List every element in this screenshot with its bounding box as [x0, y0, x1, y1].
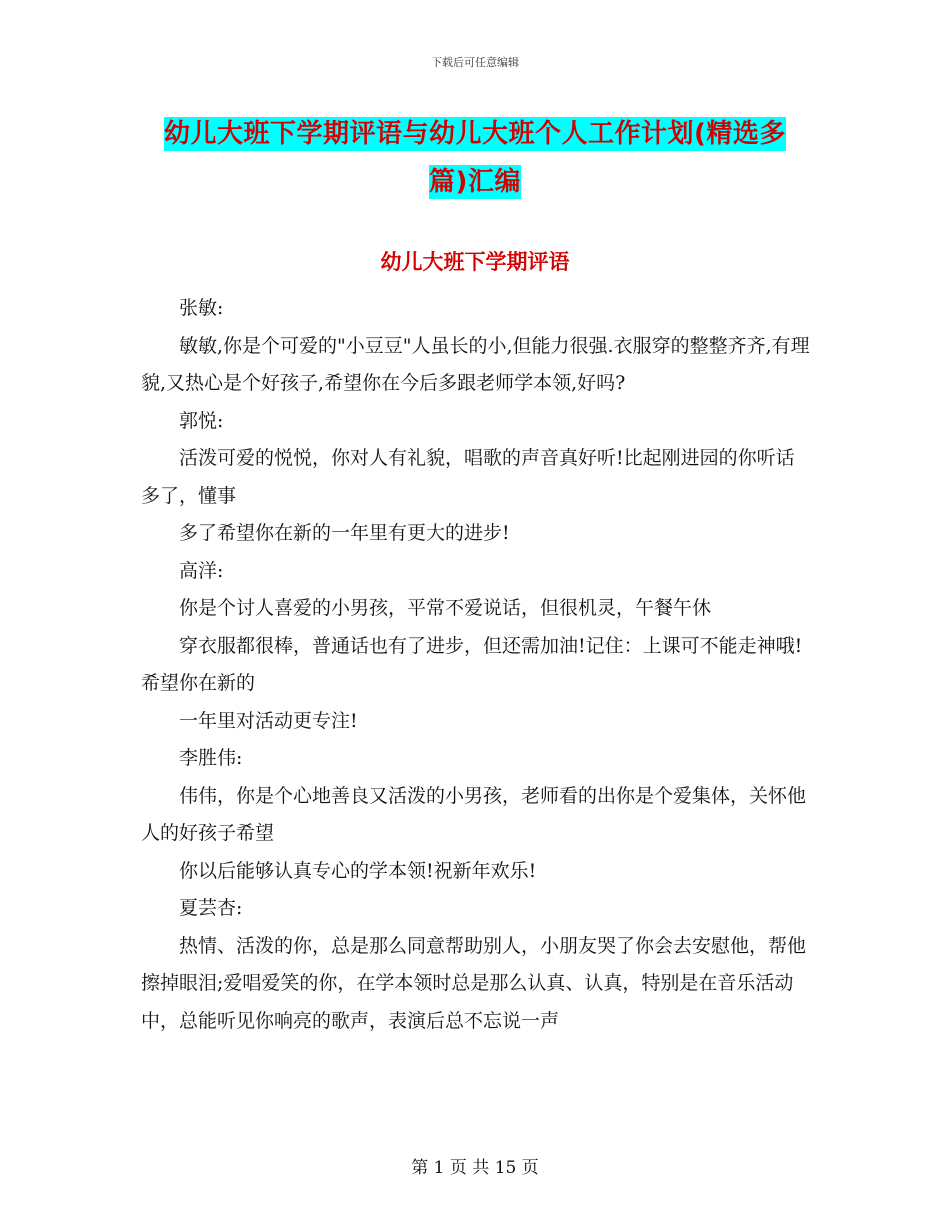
title-line-2: 篇)汇编: [429, 167, 521, 197]
paragraph: 多了希望你在新的一年里有更大的进步!: [179, 522, 510, 544]
paragraph: 郭悦:: [179, 409, 224, 432]
paragraph: 夏芸杏:: [179, 897, 243, 919]
paragraph: 高洋:: [179, 559, 224, 582]
document-title: [140, 110, 810, 206]
paragraph: 敏敏,你是个可爱的"小豆豆"人虽长的小,但能力很强.衣服穿的整整齐齐,有理貌,又热心是个好孩子,希望你在今后多跟老师学本领,好吗?: [141, 334, 810, 394]
page-footer-number: 第 1 页 共 15 页: [411, 1158, 539, 1178]
title-line-1: 幼儿大班下学期评语与幼儿大班个人工作计划(精选多: [164, 119, 786, 149]
paragraph: 一年里对活动更专注!: [179, 709, 358, 732]
paragraph: 穿衣服都很棒，普通话也有了进步，但还需加油!记住：上课可不能走神哦!希望你在新的: [141, 634, 803, 694]
page-header-note: 下载后可任意编辑: [431, 56, 519, 69]
paragraph: 热情、活泼的你，总是那么同意帮助别人，小朋友哭了你会去安慰他，帮他擦掉眼泪;爱唱爱笑的你，在学本领时总是那么认真、认真，特别是在音乐活动中，总能听见你响亮的歌声，表演后总不忘说一声: [141, 934, 807, 1032]
paragraph: 伟伟，你是个心地善良又活泼的小男孩，老师看的出你是个爱集体，关怀他人的好孩子希望: [141, 784, 807, 844]
paragraph: 你是个讨人喜爱的小男孩，平常不爱说话，但很机灵，午餐午休: [179, 597, 712, 619]
paragraph: 你以后能够认真专心的学本领!祝新年欢乐!: [179, 859, 537, 882]
paragraph: 李胜伟:: [179, 747, 243, 769]
paragraph: 张敏:: [179, 297, 224, 319]
paragraph: 活泼可爱的悦悦，你对人有礼貌，唱歌的声音真好听!比起刚进园的你听话多了，懂事: [141, 447, 795, 507]
document-body: [141, 290, 811, 1040]
section-title: 幼儿大班下学期评语: [380, 250, 570, 274]
